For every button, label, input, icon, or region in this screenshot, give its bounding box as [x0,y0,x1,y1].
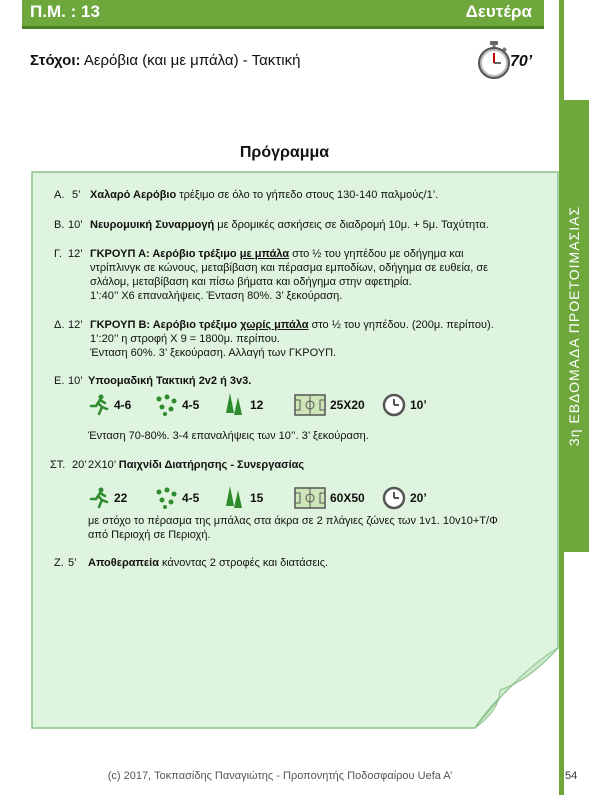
item-text [90,247,464,261]
item-desc: κάνοντας 2 στροφές και διατάσεις. [158,557,329,569]
item-desc: με δρομικές ασκήσεις σε διαδρομή 10μ. + 5μ. Ταχύτητα. [214,219,489,231]
goals-line [30,52,300,69]
right-sidebar [559,0,589,795]
item-line: 1’:20’’ η στροφή Χ 9 = 1800μ. περίπου. [90,333,280,345]
item-bold: Παιχνίδι Διατήρησης - Συνεργασίας [118,459,305,471]
item-underline: με μπάλα [239,248,290,260]
item-bold: Νευρομυική Συναρμογή [90,219,215,231]
item-bold: Χαλαρό Αερόβιο [90,189,177,201]
players-value: 4-6 [114,398,132,412]
drill-duration [382,486,427,510]
clock-value: 10’ [410,398,427,412]
week-label: 3η ΕΒΔΟΜΑΔΑ ΠΡΟΕΤΟΙΜΑΣΙΑΣ [566,205,582,447]
page-number: 54 [565,770,578,782]
item-bold: ΓΚΡΟΥΠ Α: Αερόβιο τρέξιμο [90,248,237,260]
item-label: ΣΤ. [50,459,66,471]
item-time: 20’ [72,459,87,471]
item-bold: Υποομαδική Τακτική 2v2 ή 3v3. [88,375,252,387]
player-icon [88,394,110,416]
field-icon [294,487,326,509]
players-count [88,394,154,416]
field-value: 60Χ50 [330,491,365,505]
cones-count [224,486,294,510]
item-time: 12’ [68,248,83,260]
equipment-row [88,392,427,418]
duration: 70’ [510,53,533,70]
balls-count [154,394,224,416]
program-title: Πρόγραμμα [239,144,330,161]
item-line: στο ½ του γηπέδου. (200μ. περίπου). [308,319,494,331]
goals-label: Στόχοι: [30,52,81,69]
item-time: 10’ [68,219,83,231]
item-note: Ένταση 70-80%. 3-4 επαναλήψεις των 10’’. 3’ ξεκούραση. [88,430,369,442]
players-value: 22 [114,491,128,505]
cones-value: 12 [250,398,264,412]
session-code: Π.Μ. : 13 [30,2,100,21]
item-underline: χωρίς μπάλα [240,319,309,331]
field-value: 25Χ20 [330,398,365,412]
item-line: 1’:40’’ Χ6 επαναλήψεις. Ένταση 80%. 3’ ξεκούραση. [90,290,343,302]
item-note: με στόχο το πέρασμα της μπάλας στα άκρα σε 2 πλάγιες ζώνες των 1v1. 10v10+Τ/Φ [88,515,498,527]
item-label: Δ. [54,319,65,331]
session-header [22,0,544,29]
item-bold: ΓΚΡΟΥΠ Β: Αερόβιο τρέξιμο [90,319,238,331]
item-label: Γ. [54,248,62,260]
field-size [294,487,382,509]
item-time: 10’ [68,375,83,387]
balls-count [154,487,224,509]
item-text [90,318,494,332]
cones-icon [224,486,246,510]
item-label: Ζ. [54,557,64,569]
item-note: από Περιοχή σε Περιοχή. [88,529,211,541]
cones-icon [224,393,246,417]
field-size [294,394,382,416]
clock-value: 20’ [410,491,427,505]
footer-text: (c) 2017, Τοκπασίδης Παναγιώτης - Προπονητής Ποδοσφαίρου Uefa A’ [107,770,453,782]
field-icon [294,394,326,416]
item-line: ντρίπλινγκ σε κώνους, μεταβίβαση και πέρασμα εμποδίων, οδήγημα σε ευθεία, σε [90,262,489,274]
item-bold: Αποθεραπεία [88,557,159,569]
item-line: σλάλομ, μεταβίβαση και πίσω βήματα και οδήγημα στην αφετηρία. [90,276,412,288]
item-text [88,556,328,570]
item-time: 12’ [68,319,83,331]
balls-icon [154,487,178,509]
item-label: Β. [54,219,65,231]
item-time: 5’ [68,557,77,569]
drill-duration [382,393,427,417]
cones-value: 15 [250,491,264,505]
session-day: Δευτέρα [465,2,532,21]
item-text [90,188,438,202]
clock-icon [382,393,406,417]
players-count [88,487,154,509]
clock-icon [382,486,406,510]
item-label: Α. [54,189,65,201]
cones-count [224,393,294,417]
balls-value: 4-5 [182,491,200,505]
item-text [90,218,489,232]
equipment-row [88,485,427,511]
item-text [88,458,304,472]
balls-icon [154,394,178,416]
goals-text: Αερόβια (και με μπάλα) - Τακτική [80,52,301,69]
item-desc: τρέξιμο σε όλο το γήπεδο στους 130-140 παλμούς/1’. [176,189,439,201]
item-line: στο ½ του γηπέδου με οδήγημα και [289,248,464,260]
stopwatch-icon [477,40,511,80]
item-prefix: 2Χ10’ [88,459,116,471]
item-label: Ε. [54,375,65,387]
item-line: Ένταση 60%. 3’ ξεκούραση. Αλλαγή των ΓΚΡΟΥΠ. [90,347,337,359]
balls-value: 4-5 [182,398,200,412]
item-time: 5’ [72,189,81,201]
player-icon [88,487,110,509]
